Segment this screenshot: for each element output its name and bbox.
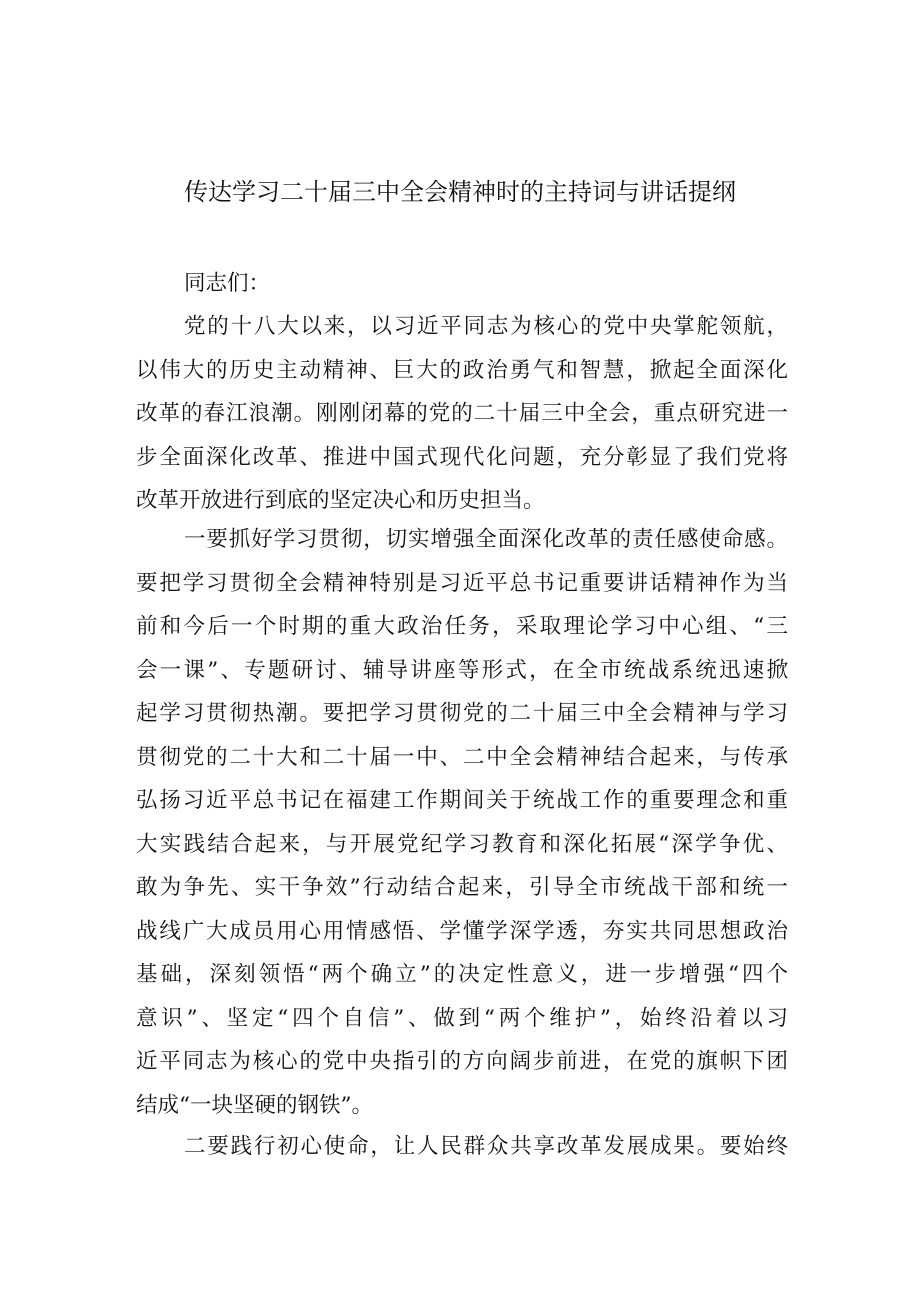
paragraph-2 [136, 518, 788, 1127]
paragraph-line: 弘扬习近平总书记在福建工作期间关于统战工作的重要理念和重 [136, 788, 788, 813]
salutation: 同志们： [184, 271, 271, 296]
paragraph-1 [136, 305, 788, 523]
document-title: 传达学习二十届三中全会精神时的主持词与讲话提纲 [184, 178, 736, 206]
paragraph-line: 基础，深刻领悟“两个确立”的决定性意义，进一步增强“四个 [136, 962, 788, 987]
paragraph-line: 一要抓好学习贯彻，切实增强全面深化改革的责任感使命感。 [184, 527, 788, 552]
paragraph-line: 步全面深化改革、推进中国式现代化问题，充分彰显了我们党将 [136, 444, 788, 470]
paragraph-line: 要把学习贯彻全会精神特别是习近平总书记重要讲话精神作为当 [136, 570, 788, 596]
paragraph-line: 贯彻党的二十大和二十届一中、二中全会精神结合起来，与传承 [136, 744, 788, 770]
paragraph-line: 战线广大成员用心用情感悟、学懂学深学透，夯实共同思想政治 [136, 918, 788, 944]
paragraph-line: 起学习贯彻热潮。要把学习贯彻党的二十届三中全会精神与学习 [136, 701, 788, 726]
paragraph-3 [136, 1125, 788, 1169]
paragraph-line: 结成“一块坚硬的钢铁”。 [136, 1092, 373, 1118]
paragraph-line: 会一课”、专题研讨、辅导讲座等形式，在全市统战系统迅速掀 [136, 657, 788, 683]
paragraph-line: 近平同志为核心的党中央指引的方向阔步前进，在党的旗帜下团 [136, 1049, 788, 1074]
paragraph-line: 以伟大的历史主动精神、巨大的政治勇气和智慧，掀起全面深化 [136, 357, 788, 383]
paragraph-line: 前和今后一个时期的重大政治任务，采取理论学习中心组、“三 [136, 614, 788, 639]
paragraph-line: 党的十八大以来，以习近平同志为核心的党中央掌舵领航， [184, 314, 788, 339]
paragraph-line: 敢为争先、实干争效”行动结合起来，引导全市统战干部和统一 [136, 875, 788, 900]
paragraph-line: 大实践结合起来，与开展党纪学习教育和深化拓展“深学争优、 [136, 831, 788, 857]
paragraph-line: 意识”、坚定“四个自信”、做到“两个维护”，始终沿着以习 [136, 1005, 788, 1031]
paragraph-line: 改革的春江浪潮。刚刚闭幕的党的二十届三中全会，重点研究进一 [136, 401, 788, 426]
paragraph-line: 改革开放进行到底的坚定决心和历史担当。 [136, 488, 545, 513]
paragraph-line: 二要践行初心使命，让人民群众共享改革发展成果。要始终 [184, 1134, 788, 1159]
